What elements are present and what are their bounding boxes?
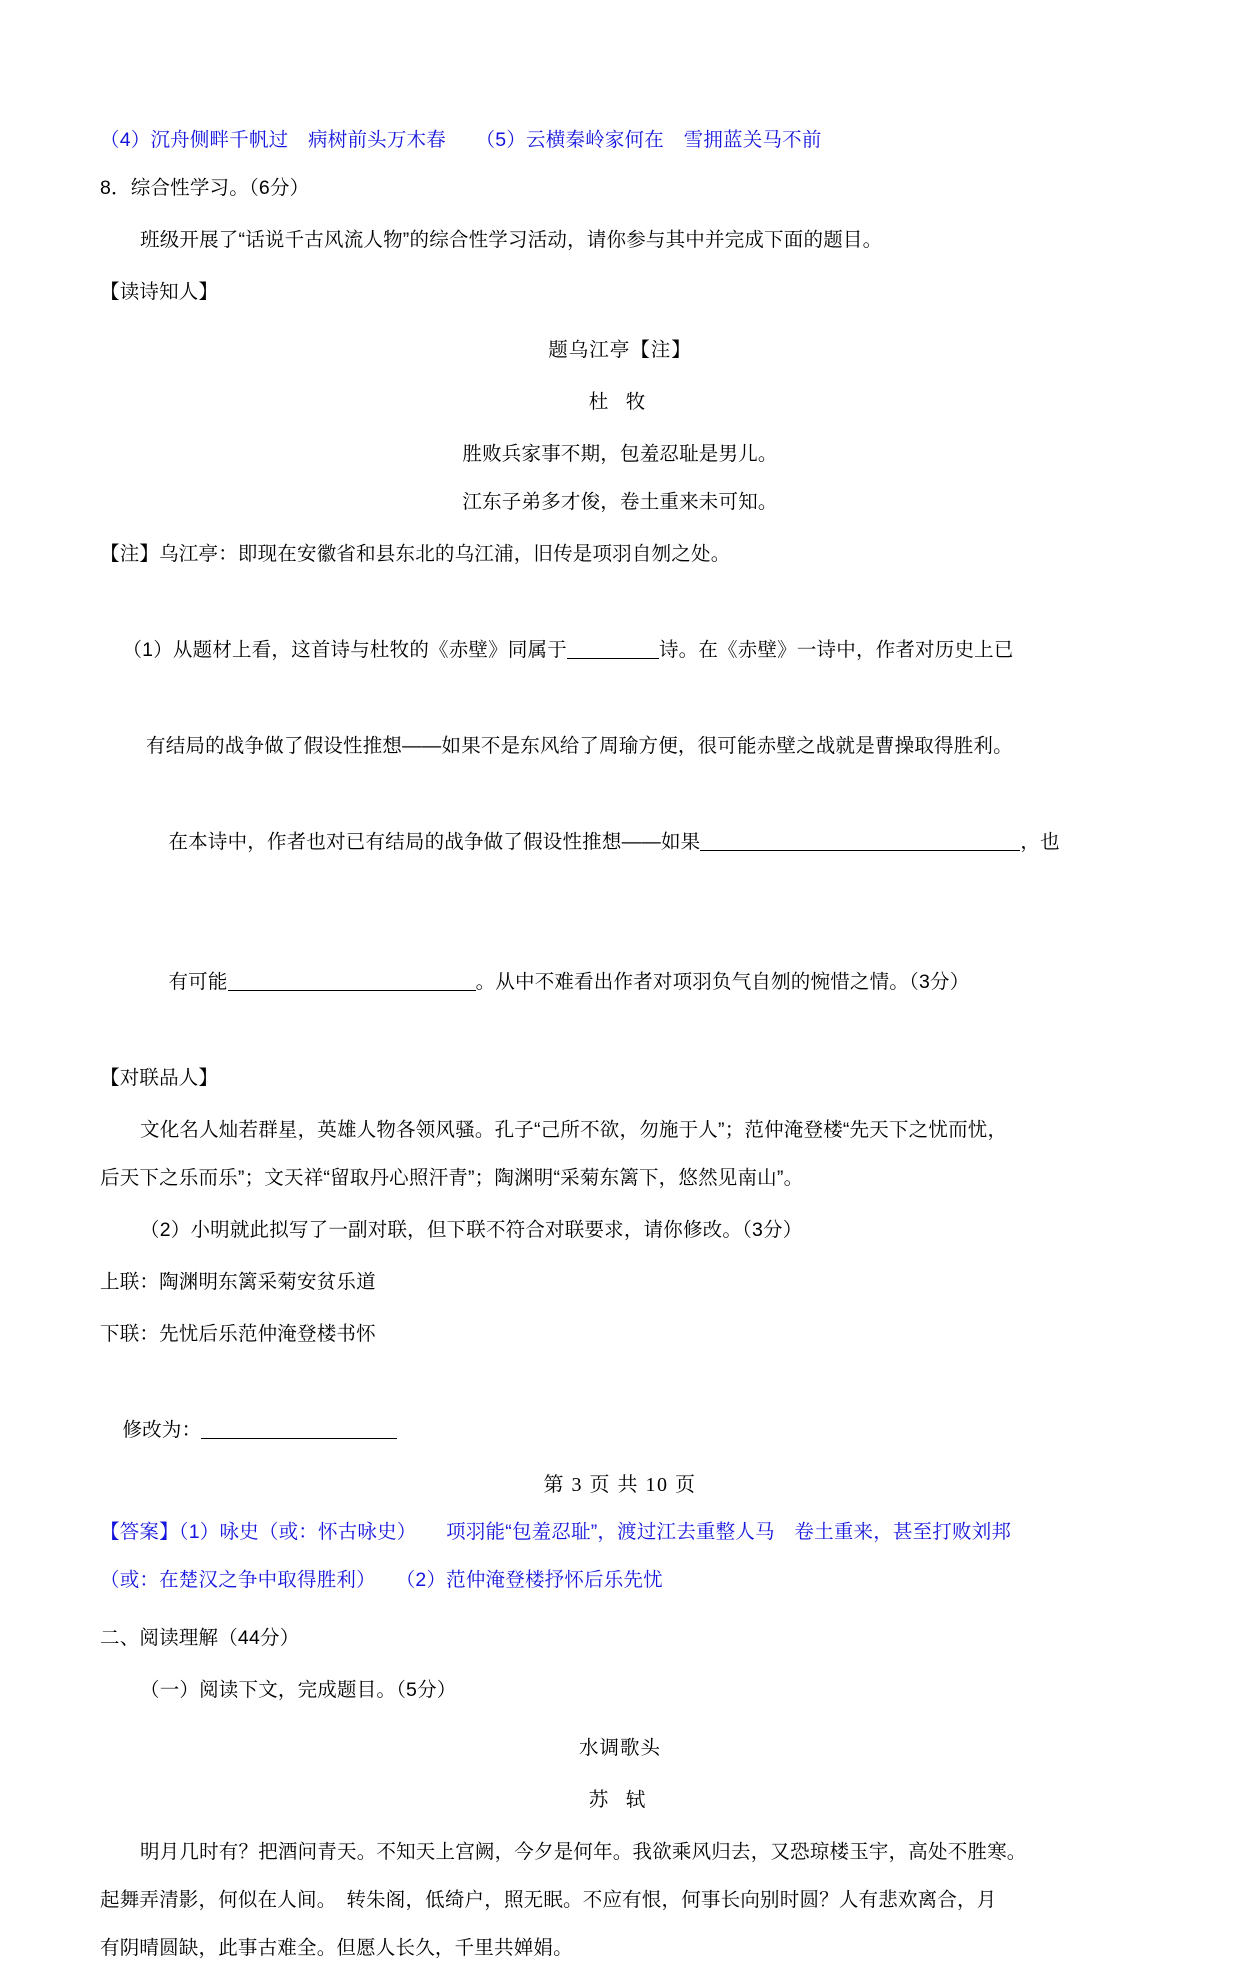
section-2-subheading: （一）阅读下文，完成题目。（5分） (140, 1679, 457, 1701)
couplet-intro-line-1: 文化名人灿若群星，英雄人物各领风骚。孔子“己所不欲，勿施于人”；范仲淹登楼“先天下之忧而忧， (140, 1119, 1008, 1141)
sub-question-2-text: （2）小明就此拟写了一副对联，但下联不符合对联要求，请你修改。（3分） (140, 1219, 803, 1241)
sub-question-1-line-2: 有结局的战争做了假设性推想——如果不是东风给了周瑜方便，很可能赤壁之战就是曹操取得胜利。 (146, 735, 1013, 757)
sub-question-1-text-part2: 诗。在《赤壁》一诗中，作者对历史上已 (658, 639, 1014, 661)
couplet-lower-line: 下联：先忧后乐范仲淹登楼书怀 (100, 1323, 376, 1345)
revise-label: 修改为： (122, 1419, 202, 1441)
question-8-intro: 班级开展了“话说千古风流人物”的综合性学习活动，请你参与其中并完成下面的题目。 (140, 229, 883, 251)
sub-question-1-line-1 (100, 584, 1140, 716)
sub-question-1-text-part5: ，也 (1020, 831, 1060, 853)
shuidiaogetou-body-line-1: 明月几时有？把酒问青天。不知天上宫阙，今夕是何年。我欲乘风归去，又恐琼楼玉宇，高处不胜寒。 (140, 1841, 1027, 1863)
section-label-read-poem: 【读诗知人】 (100, 281, 219, 303)
poem-note: 【注】乌江亭：即现在安徽省和县东北的乌江浦，旧传是项羽自刎之处。 (100, 543, 731, 565)
shuidiaogetou-body-line-2: 起舞弄清影，何似在人间。 转朱阁，低绮户，照无眠。不应有恨，何事长向别时圆？人有悲欢离合，月 (100, 1889, 997, 1911)
poem-title-wujiangting: 题乌江亭【注】 (548, 339, 692, 361)
poem-author-dumu: 杜 牧 (588, 391, 652, 413)
poem-line-1: 胜败兵家事不期，包羞忍耻是男儿。 (462, 443, 778, 465)
couplet-intro-line-2: 后天下之乐而乐”；文天祥“留取丹心照汗青”；陶渊明“采菊东篱下，悠然见南山”。 (100, 1167, 804, 1189)
poem-author-sushi: 苏 轼 (588, 1789, 652, 1811)
poem-title-shuidiaogetou: 水调歌头 (578, 1737, 661, 1759)
sub-question-1-line-3 (100, 776, 1140, 908)
page-footer: 第 3 页 共 10 页 (543, 1474, 697, 1496)
answer-blank-hypothesis-1[interactable] (700, 835, 1020, 851)
sub-question-1-text-part6: 有可能 (168, 971, 228, 993)
answer-blank-revise[interactable] (201, 1423, 397, 1439)
couplet-upper-line: 上联：陶渊明东篱采菊安贫乐道 (100, 1271, 376, 1293)
section-label-couplet: 【对联品人】 (100, 1067, 219, 1089)
previous-answers-line: （4）沉舟侧畔千帆过 病树前头万木春 （5）云横秦岭家何在 雪拥蓝关马不前 (100, 129, 822, 151)
answer-block-line-2: （或：在楚汉之争中取得胜利） （2）范仲淹登楼抒怀后乐先忧 (100, 1569, 663, 1591)
shuidiaogetou-body-line-3: 有阴晴圆缺，此事古难全。但愿人长久，千里共婵娟。 (100, 1937, 573, 1959)
section-2-heading: 二、阅读理解（44分） (100, 1627, 300, 1649)
sub-question-1-text-part4: 在本诗中，作者也对已有结局的战争做了假设性推想——如果 (168, 831, 701, 853)
answer-block-line-1: 【答案】（1）咏史（或：怀古咏史） 项羽能“包羞忍耻”，渡过江去重整人马 卷土重来，甚至打败刘邦 (100, 1521, 1012, 1543)
sub-question-1-text-part7: 。从中不难看出作者对项羽负气自刎的惋惜之情。（3分） (475, 971, 970, 993)
sub-question-1-text-part1: （1）从题材上看，这首诗与杜牧的《赤壁》同属于 (122, 639, 567, 661)
answer-blank-genre[interactable] (567, 643, 659, 659)
answer-blank-hypothesis-2[interactable] (228, 975, 476, 991)
question-8-heading: 8．综合性学习。（6分） (100, 177, 310, 199)
poem-line-2: 江东子弟多才俊，卷土重来未可知。 (462, 491, 778, 513)
sub-question-1-line-4 (100, 916, 1140, 1048)
